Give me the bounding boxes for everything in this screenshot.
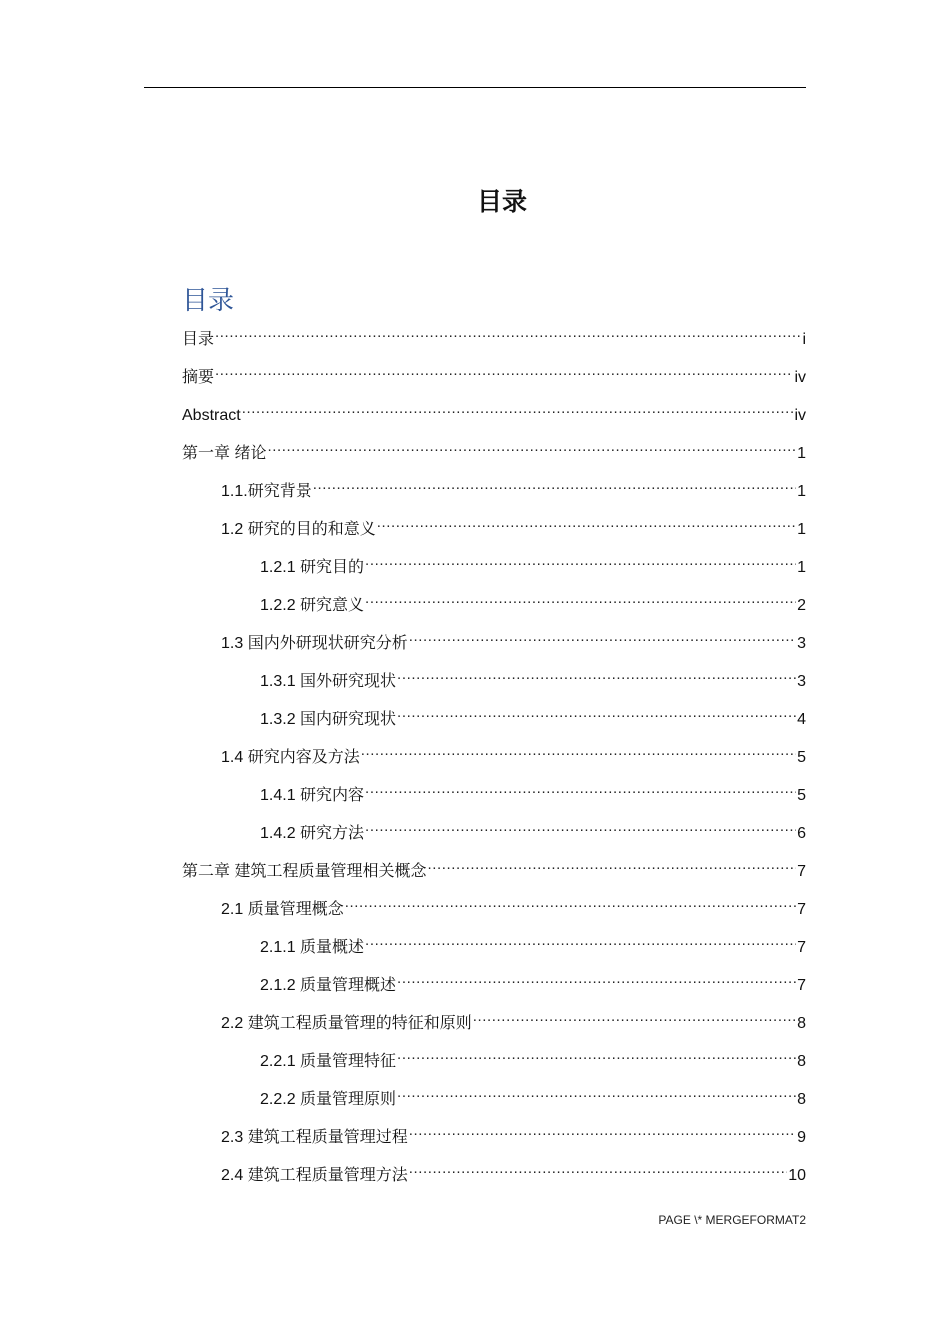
toc-leader-dots [397,1084,796,1104]
toc-entry-page: 5 [797,749,806,766]
toc-entry[interactable] [182,894,806,932]
toc-entry-page: i [802,331,806,348]
toc-entry[interactable] [182,476,806,514]
toc-entry[interactable] [182,1160,806,1198]
toc-entry[interactable] [182,856,806,894]
toc-leader-dots [409,628,796,648]
toc-entry-label: 1.2 研究的目的和意义 [221,521,376,538]
toc-leader-dots [215,324,801,344]
toc-entry-page: 4 [797,711,806,728]
header-rule [144,87,806,88]
toc-entry-page: iv [794,369,806,386]
toc-leader-dots [365,818,796,838]
toc-entry-label: 摘要 [182,369,215,386]
toc-heading: 目录 [182,286,235,316]
toc-entry-label: 2.2.1 质量管理特征 [260,1053,397,1070]
toc-entry[interactable] [182,970,806,1008]
toc-entry-page: 5 [797,787,806,804]
toc-entry-label: 1.4 研究内容及方法 [221,749,360,766]
toc-entry-label: 1.2.1 研究目的 [260,559,365,576]
toc-entry-label: 2.2.2 质量管理原则 [260,1091,397,1108]
toc-entry-page: 7 [797,863,806,880]
toc-leader-dots [365,590,796,610]
toc-entry[interactable] [182,362,806,400]
toc-leader-dots [427,856,796,876]
toc-entry[interactable] [182,704,806,742]
toc-entry-page: 7 [797,901,806,918]
page-title: 目录 [476,187,527,216]
toc-entry[interactable] [182,1084,806,1122]
toc-leader-dots [313,476,796,496]
toc-leader-dots [345,894,796,914]
toc-leader-dots [397,666,796,686]
toc-entry-label: 1.4.2 研究方法 [260,825,365,842]
toc-leader-dots [267,438,796,458]
toc-entry[interactable] [182,514,806,552]
toc-entry-label: Abstract [182,407,241,424]
toc-entry-label: 1.4.1 研究内容 [260,787,365,804]
toc-leader-dots [473,1008,796,1028]
toc-entry-label: 2.4 建筑工程质量管理方法 [221,1167,408,1184]
toc-entry[interactable] [182,818,806,856]
toc-entry-page: 8 [797,1053,806,1070]
toc-entry-page: 2 [797,597,806,614]
toc-entry-page: 7 [797,939,806,956]
toc-entry-label: 2.3 建筑工程质量管理过程 [221,1129,408,1146]
toc-leader-dots [361,742,796,762]
toc-entry-label: 2.1.1 质量概述 [260,939,365,956]
toc-entry-page: 3 [797,635,806,652]
toc-entry-page: iv [794,407,806,424]
toc-leader-dots [365,780,796,800]
toc-entry[interactable] [182,780,806,818]
toc-entry[interactable] [182,1008,806,1046]
toc-leader-dots [397,970,796,990]
toc-entry[interactable] [182,1122,806,1160]
toc-entry-label: 1.3.1 国外研究现状 [260,673,397,690]
toc-leader-dots [377,514,796,534]
toc-entry[interactable] [182,400,806,438]
toc-entry[interactable] [182,666,806,704]
page-footer: PAGE \* MERGEFORMAT2 [658,1213,806,1227]
toc-entry[interactable] [182,324,806,362]
toc-leader-dots [365,932,796,952]
toc-entry-label: 第二章 建筑工程质量管理相关概念 [182,863,427,880]
toc-entry[interactable] [182,438,806,476]
toc-entry-page: 1 [797,483,806,500]
table-of-contents [182,324,806,1198]
toc-entry[interactable] [182,742,806,780]
toc-entry[interactable] [182,628,806,666]
toc-entry-page: 7 [797,977,806,994]
toc-leader-dots [397,1046,796,1066]
toc-entry[interactable] [182,552,806,590]
toc-entry-label: 1.3.2 国内研究现状 [260,711,397,728]
toc-entry-label: 第一章 绪论 [182,445,267,462]
toc-entry[interactable] [182,590,806,628]
toc-entry-page: 1 [797,521,806,538]
toc-entry-label: 2.1.2 质量管理概述 [260,977,397,994]
toc-leader-dots [397,704,796,724]
toc-entry-page: 1 [797,445,806,462]
toc-entry-label: 1.1.研究背景 [221,483,312,500]
toc-entry-page: 3 [797,673,806,690]
toc-leader-dots [409,1160,788,1180]
toc-leader-dots [215,362,793,382]
toc-entry-label: 2.1 质量管理概念 [221,901,344,918]
toc-entry-label: 1.2.2 研究意义 [260,597,365,614]
toc-leader-dots [242,400,794,420]
toc-entry-label: 目录 [182,331,215,348]
toc-entry-page: 8 [797,1091,806,1108]
toc-leader-dots [365,552,796,572]
toc-entry-label: 2.2 建筑工程质量管理的特征和原则 [221,1015,472,1032]
toc-entry-page: 9 [797,1129,806,1146]
toc-leader-dots [409,1122,796,1142]
toc-entry-label: 1.3 国内外研现状研究分析 [221,635,408,652]
toc-entry-page: 1 [797,559,806,576]
toc-entry[interactable] [182,1046,806,1084]
toc-entry-page: 10 [788,1167,806,1184]
toc-entry-page: 6 [797,825,806,842]
toc-entry-page: 8 [797,1015,806,1032]
toc-entry[interactable] [182,932,806,970]
